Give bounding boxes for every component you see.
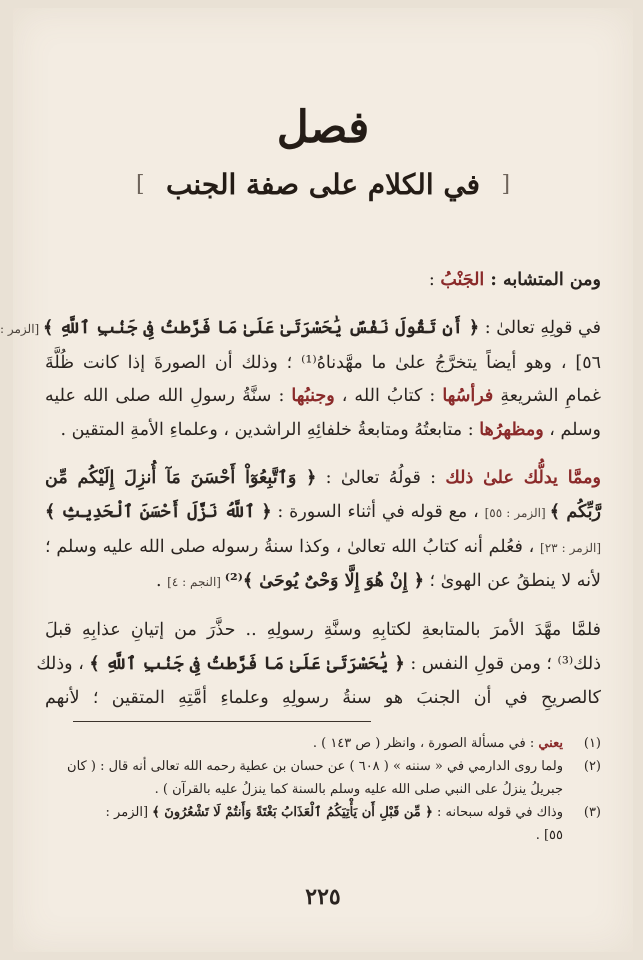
para2-line1: وممَّا يدلُّك علىٰ ذلك : قولُهُ تعالىٰ : ﴿ وَٱتَّبِعُوٓاْ أَحْسَنَ مَآ أُنزِلَ إِلَيْكُم مِّن	[45, 467, 602, 488]
chapter-subtitle	[136, 168, 510, 201]
para3-line1: فلمَّا مهَّدَ الأمرَ بالمتابعةِ لكتابِهِ وسنَّةِ رسولِهِ .. حذَّرَ من إتيانِ عذابِهِ قبلَ	[45, 620, 601, 641]
chapter-title: فصل	[276, 102, 370, 153]
para1-line4: وسلم ، ومظهرُها : متابعتُهُ ومتابعةُ خلفائِهِ الراشدين ، وعلماءِ الأمةِ المتقين .	[60, 420, 601, 441]
para2-line4: لأنه لا ينطقُ عن الهوىٰ ؛ ﴿ إِنْ هُوَ إِلَّا وَحْىٌ يُوحَىٰ ﴾⁽²⁾ [النجم : ٤] .	[156, 571, 601, 592]
section-heading: ومن المتشابه : الجَنْبُ :	[428, 270, 601, 290]
gap	[45, 600, 601, 614]
gap	[45, 298, 601, 312]
footnote-divider	[73, 721, 371, 722]
footnote-3-cont: ٥٥] .	[535, 828, 563, 843]
para2-line2: رَّبِّكُم ﴾ [الزمر : ٥٥] ، مع قوله في أثناء السورة : ﴿ ٱللَّهُ نَزَّلَ أَحْسَنَ ٱلْحَدِيثِ ﴾	[45, 501, 602, 522]
para1-line2: ٥٦] ، وهو أيضاً يتخرَّجُ علىٰ ما مهَّدناهُ⁽¹⁾ ؛ وذلك أن الصورةَ إذا كانت ظُلَّةَ	[45, 352, 601, 373]
gap	[45, 448, 601, 462]
para1-line1: في قولِهِ تعالىٰ : ﴿ أَن تَقُولَ نَفْسٌ يَٰحَسْرَتَىٰ عَلَىٰ مَا فَرَّطتُ فِى جَنۢبِ ٱللَّهِ ﴾ [الزمر :	[0, 317, 601, 338]
footnote-2-cont: جبريلُ ينزلُ على النبي صلى الله عليه وسلم بالسنة كما ينزلُ عليه بالقرآن ) .	[154, 782, 563, 797]
quran-verse: ﴿ أَن تَقُولَ نَفْسٌ يَٰحَسْرَتَىٰ عَلَىٰ مَا فَرَّطتُ فِى جَنۢبِ ٱللَّهِ ﴾	[43, 317, 480, 338]
subtitle-text: في الكلام على صفة الجنب	[165, 168, 481, 201]
footnote-2: (٢)ولما روى الدارمي في « سننه » ( ٦٠٨ ) عن حسان بن عطية رحمه الله تعالى أنه قال : ( كان	[67, 759, 601, 774]
bracket-open: [	[501, 172, 511, 197]
para3-line3: كالصريحِ في أن الجنبَ هو سنةُ رسولِهِ وعلماءِ أمَّتِهِ المتقين ؛ لأنهم	[45, 687, 601, 708]
chapter-header	[13, 102, 633, 201]
heading-term: الجَنْبُ	[440, 270, 485, 290]
footnote-3: (٣)وذاك في قوله سبحانه : ﴿ مِّن قَبْلِ أَن يَأْتِيَكُمُ ٱلْعَذَابُ بَغْتَةً وَأَنتُمْ لَا تَشْعُرُونَ ﴾ [الزمر :	[105, 805, 601, 820]
footnotes	[45, 732, 601, 847]
footnote-1: (١)يعني : في مسألة الصورة ، وانظر ( ص ١٤٣ ) .	[312, 736, 601, 751]
verse-ref: [الزمر :	[0, 321, 44, 336]
main-text	[0, 264, 602, 716]
book-page	[0, 8, 633, 952]
para2-line3: [الزمر : ٢٣] ، فعُلم أنه كتابُ الله تعالىٰ ، وكذا سنةُ رسوله صلى الله عليه وسلم ؛	[45, 536, 601, 557]
para1-line3: غمامِ الشريعةِ فرأسُها : كتابُ الله ، وجنبُها : سنَّةُ رسولِ الله صلى الله عليه	[45, 386, 601, 407]
page-number: ٢٢٥	[305, 884, 341, 910]
para3-line2: ذلك⁽³⁾ ؛ ومن قولِ النفس : ﴿ يَٰحَسْرَتَىٰ عَلَىٰ مَا فَرَّطتُ فِى جَنۢبِ ٱللَّهِ ﴾ ، وذلك	[36, 653, 601, 674]
bracket-close: ]	[135, 172, 145, 197]
